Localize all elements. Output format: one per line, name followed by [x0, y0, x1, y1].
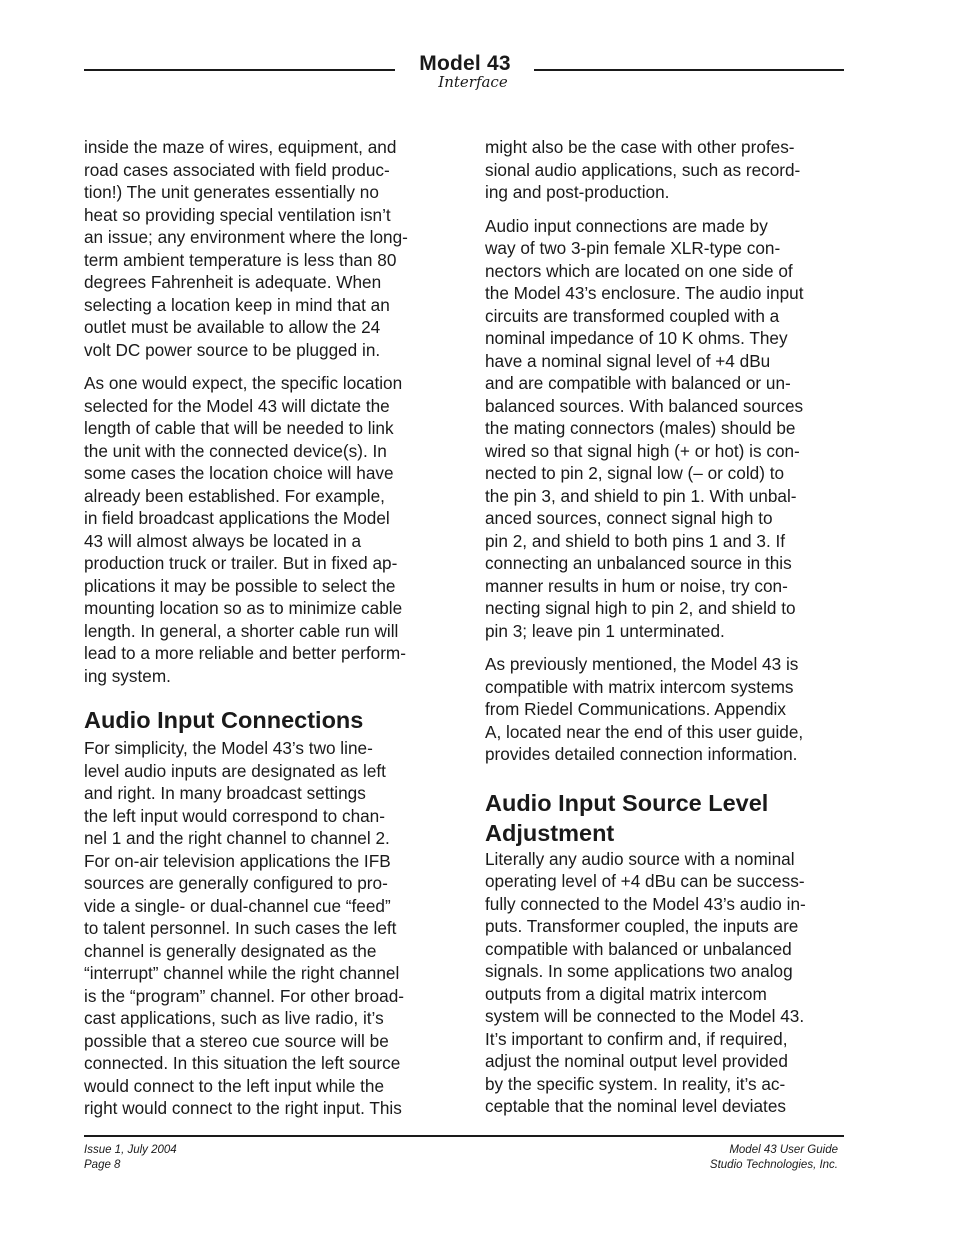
text-line: selecting a location keep in mind that an [84, 294, 390, 315]
section-heading [485, 788, 845, 848]
paragraph [84, 136, 444, 361]
paragraph [84, 737, 444, 1120]
logo-title: Model 43 [419, 52, 511, 75]
text-line: might also be the case with other profes- [485, 137, 795, 157]
text-line: It’s important to confirm and, if required, [485, 1028, 788, 1049]
text-line: an issue; any environment where the long- [84, 227, 408, 247]
text-line: connecting an unbalanced source in this [485, 553, 792, 573]
logo-subtitle: Interface [438, 73, 508, 91]
text-line: For simplicity, the Model 43’s two line- [84, 738, 373, 758]
text-line: circuits are transformed coupled with a [485, 305, 780, 326]
text-line: heat so providing special ventilation isn’t [84, 204, 391, 225]
text-line: way of two 3-pin female XLR-type con- [485, 238, 781, 258]
text-line: vide a single- or dual-channel cue “feed” [84, 895, 391, 916]
text-line: channel is generally designated as the [84, 940, 377, 961]
text-line: is the “program” channel. For other broad- [84, 985, 405, 1006]
text-line: pin 3; leave pin 1 unterminated. [485, 620, 725, 641]
text-line: pin 2, and shield to both pins 1 and 3. If [485, 530, 786, 551]
header-rule-left [84, 69, 395, 71]
text-line: and are compatible with balanced or un- [485, 373, 791, 393]
text-line: tion!) The unit generates essentially no [84, 182, 379, 202]
text-line: by the specific system. In reality, it’s ac- [485, 1073, 786, 1094]
text-line: outlet must be available to allow the 24 [84, 317, 381, 337]
text-line: ing system. [84, 665, 171, 686]
text-line: the mating connectors (males) should be [485, 418, 796, 438]
text-line: from Riedel Communications. Appendix [485, 699, 786, 719]
text-line: inside the maze of wires, equipment, and [84, 137, 397, 157]
text-line: sional audio applications, such as record- [485, 159, 801, 180]
text-line: operating level of +4 dBu can be success- [485, 871, 805, 891]
text-line: anced sources, connect signal high to [485, 508, 773, 528]
text-line: compatible with balanced or unbalanced [485, 938, 792, 959]
text-line: the left input would correspond to chan- [84, 805, 385, 826]
text-line: signals. In some applications two analog [485, 961, 793, 981]
text-line: length. In general, a shorter cable run will [84, 620, 399, 641]
paragraph [84, 372, 444, 687]
paragraph [485, 653, 845, 766]
text-line: volt DC power source to be plugged in. [84, 339, 381, 360]
paragraph [485, 136, 845, 204]
text-line: the Model 43’s enclosure. The audio input [485, 283, 804, 303]
text-line: For on-air television applications the IFB [84, 850, 391, 871]
text-line: cast applications, such as live radio, it’s [84, 1008, 384, 1028]
company-name: Studio Technologies, Inc. [709, 1159, 838, 1171]
text-line: As one would expect, the specific location [84, 373, 403, 393]
text-line: length of cable that will be needed to link [84, 418, 394, 438]
text-line: right would connect to the right input. This [84, 1098, 402, 1118]
text-line: “interrupt” channel while the right channel [84, 963, 400, 983]
section-heading: Audio Input Connections [84, 707, 364, 733]
text-line: nectors which are located on one side of [485, 260, 793, 281]
text-line: term ambient temperature is less than 80 [84, 249, 397, 270]
text-line: wired so that signal high (+ or hot) is con- [485, 440, 800, 461]
left-column [84, 136, 444, 1131]
section-heading-line: Adjustment [485, 819, 615, 846]
text-line: and right. In many broadcast settings [84, 783, 366, 803]
text-line: road cases associated with field produc- [84, 159, 390, 180]
text-line: As previously mentioned, the Model 43 is [485, 654, 799, 674]
text-line: adjust the nominal output level provided [485, 1051, 788, 1071]
text-line: already been established. For example, [84, 485, 385, 506]
text-line: manner results in hum or noise, try con- [485, 575, 788, 596]
text-line: the pin 3, and shield to pin 1. With unbal- [485, 485, 797, 506]
text-line: 43 will almost always be located in a [84, 530, 362, 551]
text-line: compatible with matrix intercom systems [485, 676, 794, 697]
text-line: nected to pin 2, signal low (– or cold) to [485, 463, 785, 483]
text-line: ing and post-production. [485, 182, 670, 202]
right-column [485, 136, 845, 1129]
text-line: Literally any audio source with a nominal [485, 848, 795, 869]
text-line: nominal impedance of 10 K ohms. They [485, 328, 788, 348]
text-line: nel 1 and the right channel to channel 2. [84, 828, 390, 848]
text-line: system will be connected to the Model 43. [485, 1006, 805, 1026]
text-line: possible that a stereo cue source will be [84, 1030, 389, 1051]
text-line: the unit with the connected device(s). In [84, 440, 387, 461]
text-line: level audio inputs are designated as left [84, 760, 386, 781]
text-line: necting signal high to pin 2, and shield to [485, 598, 796, 618]
section-heading-line: Audio Input Source Level [485, 789, 769, 816]
text-line: A, located near the end of this user guide, [485, 721, 804, 742]
footer-rule [84, 1135, 844, 1137]
text-line: mounting location so as to minimize cable [84, 598, 403, 618]
header-rule-right [534, 69, 844, 71]
footer-left [84, 1143, 177, 1173]
text-line: balanced sources. With balanced sources [485, 395, 804, 416]
text-line: selected for the Model 43 will dictate the [84, 395, 390, 416]
text-line: Audio input connections are made by [485, 215, 768, 236]
text-line: would connect to the left input while the [84, 1075, 385, 1096]
text-line: degrees Fahrenheit is adequate. When [84, 272, 382, 292]
text-line: provides detailed connection information. [485, 744, 798, 764]
text-line: sources are generally configured to pro- [84, 873, 388, 893]
paragraph [485, 215, 845, 643]
text-line: puts. Transformer coupled, the inputs are [485, 916, 799, 936]
page-number: Page 8 [84, 1159, 121, 1171]
text-line: to talent personnel. In such cases the left [84, 918, 397, 938]
text-line: have a nominal signal level of +4 dBu [485, 350, 771, 371]
text-line: production truck or trailer. But in fixed ap- [84, 553, 398, 573]
text-line: outputs from a digital matrix intercom [485, 983, 767, 1004]
text-line: plications it may be possible to select the [84, 575, 396, 596]
footer-right [710, 1143, 838, 1173]
text-line: in field broadcast applications the Model [84, 508, 390, 528]
text-line: connected. In this situation the left source [84, 1053, 401, 1073]
text-line: lead to a more reliable and better perform- [84, 643, 406, 663]
text-line: some cases the location choice will have [84, 463, 394, 483]
issue-date: Issue 1, July 2004 [84, 1144, 177, 1156]
paragraph [485, 848, 845, 1118]
text-line: ceptable that the nominal level deviates [485, 1096, 786, 1116]
text-line: fully connected to the Model 43’s audio in- [485, 893, 806, 914]
guide-title: Model 43 User Guide [729, 1144, 838, 1156]
